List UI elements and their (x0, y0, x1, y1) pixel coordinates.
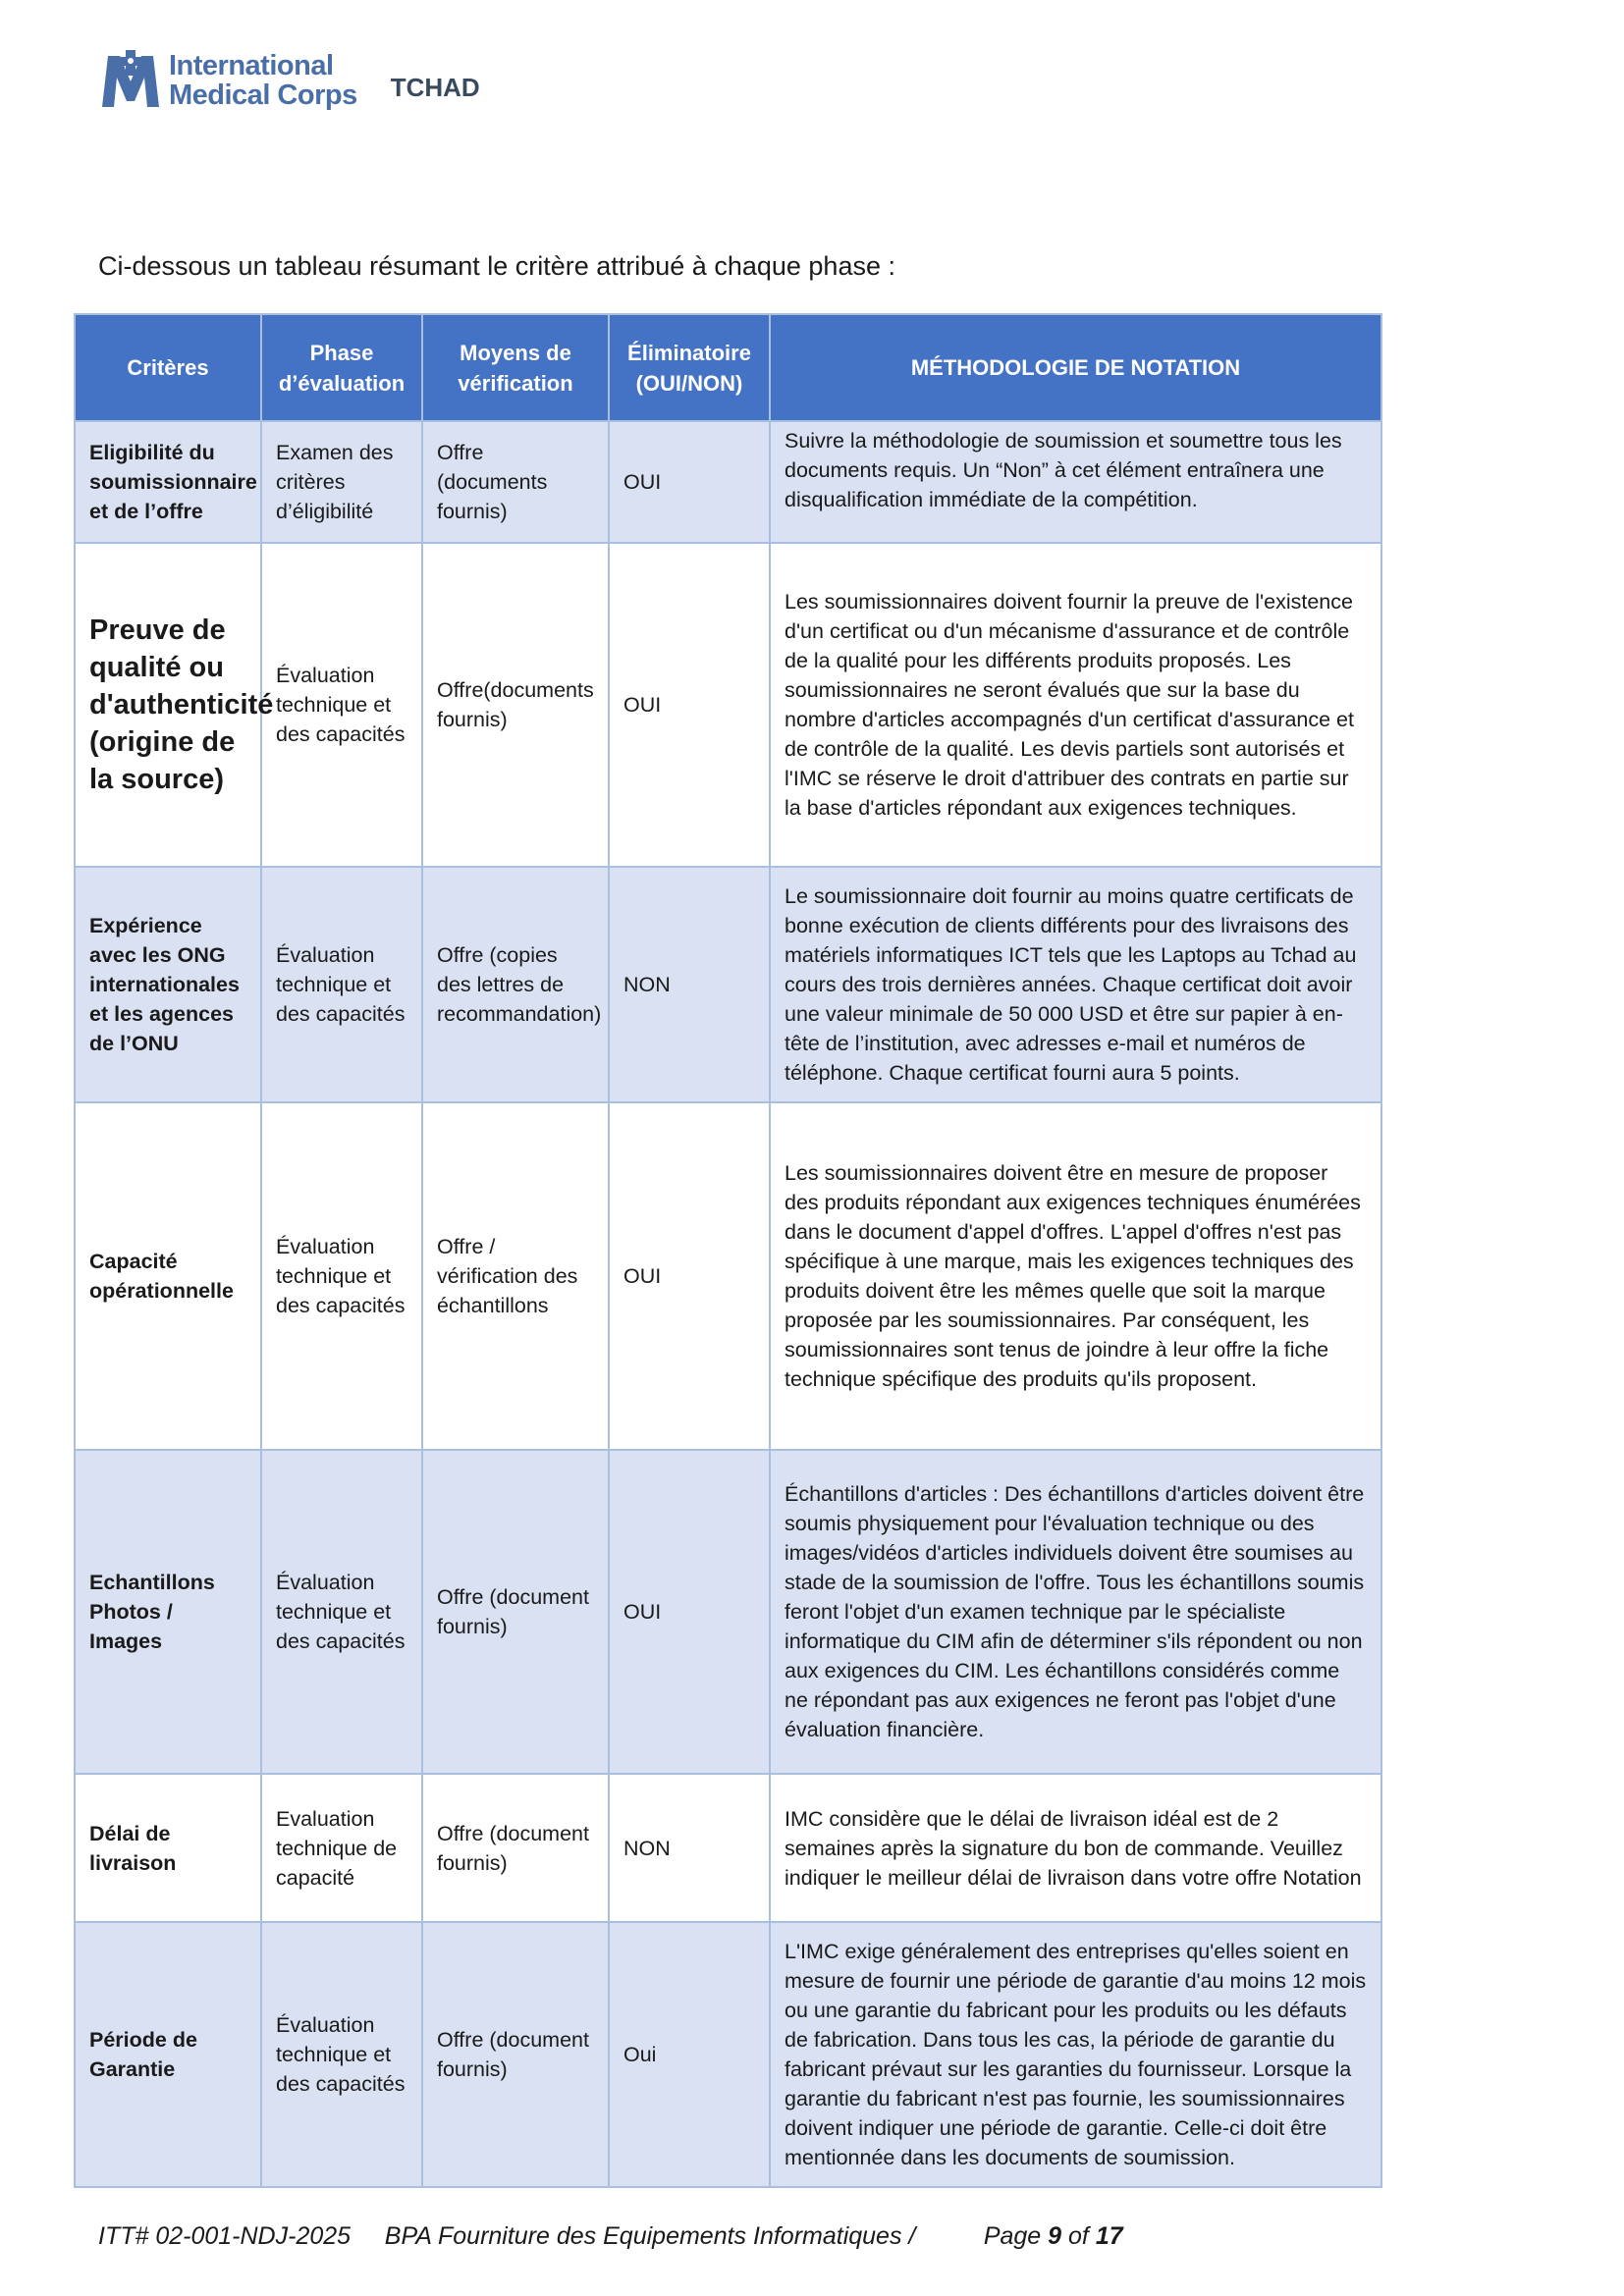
country-label: TCHAD (390, 72, 480, 102)
table-row (75, 1774, 1381, 1922)
cell-phase: Evaluation technique de capacité (261, 1774, 422, 1922)
cell-moyens: Offre (copies des lettres de recommandation) (422, 867, 609, 1102)
header-phase: Phase d’évaluation (261, 314, 422, 421)
page-footer (98, 2222, 1123, 2251)
cell-eliminatoire: OUI (609, 421, 770, 543)
cell-eliminatoire: NON (609, 1774, 770, 1922)
cell-critere: Expérience avec les ONG internationales et les agences de l’ONU (75, 867, 261, 1102)
cell-phase: Évaluation technique et des capacités (261, 1450, 422, 1774)
cell-critere: Capacité opérationnelle (75, 1102, 261, 1450)
document-header (98, 45, 480, 116)
logo-line-1: International (169, 50, 334, 81)
header-criteres: Critères (75, 314, 261, 421)
table-row (75, 1102, 1381, 1450)
logo-line-2: Medical Corps (169, 80, 357, 111)
cell-methodologie: Suivre la méthodologie de soumission et soumettre tous les documents requis. Un “Non” à cet élément entraînera une disqualification immédiate de la compétition. (770, 421, 1381, 543)
footer-reference: ITT# 02-001-NDJ-2025 (98, 2222, 352, 2250)
footer-title: BPA Fourniture des Equipements Informatiques / (384, 2222, 916, 2250)
imc-logo-icon (98, 48, 163, 113)
cell-eliminatoire: NON (609, 867, 770, 1102)
cell-methodologie: Le soumissionnaire doit fournir au moins quatre certificats de bonne exécution de clients différents pour des livraisons des matériels informatiques ICT tels que les Laptops au Tchad au cours des trois dernières années. Chaque certificat doit avoir une valeur minimale de 50 000 USD et être sur papier à en-tête de l’institution, avec adresses e-mail et numéros de téléphone. Chaque certificat fourni aura 5 points. (770, 867, 1381, 1102)
table-row (75, 421, 1381, 543)
cell-phase: Évaluation technique et des capacités (261, 543, 422, 867)
cell-eliminatoire: Oui (609, 1922, 770, 2187)
cell-moyens: Offre / vérification des échantillons (422, 1102, 609, 1450)
cell-methodologie: Les soumissionnaires doivent fournir la preuve de l'existence d'un certificat ou d'un mécanisme d'assurance et de contrôle de la qualité pour les différents produits proposés. Les soumissionnaires ne seront évalués que sur la base du nombre d'articles accompagnés d'un certificat d'assurance et de contrôle de la qualité. Les devis partiels sont autorisés et l'IMC se réserve le droit d'attribuer des contrats en partie sur la base d'articles répondant aux exigences techniques. (770, 543, 1381, 867)
cell-moyens: Offre (documents fournis) (422, 421, 609, 543)
cell-methodologie: L'IMC exige généralement des entreprises qu'elles soient en mesure de fournir une période de garantie d'au moins 12 mois ou une garantie du fabricant pour les produits ou les défauts de fabrication. Dans tous les cas, la période de garantie du fabricant prévaut sur les garanties du fournisseur. Lorsque la garantie du fabricant n'est pas fournie, les soumissionnaires doivent indiquer une période de garantie. Celle-ci doit être mentionnée dans les documents de soumission. (770, 1922, 1381, 2187)
cell-eliminatoire: OUI (609, 1450, 770, 1774)
cell-phase: Examen des critères d’éligibilité (261, 421, 422, 543)
cell-moyens: Offre (document fournis) (422, 1922, 609, 2187)
cell-moyens: Offre (document fournis) (422, 1774, 609, 1922)
cell-methodologie: Échantillons d'articles : Des échantillons d'articles doivent être soumis physiquement pour l'évaluation technique ou des images/vidéos d'articles individuels doivent être soumises au stade de la soumission de l'offre. Tous les échantillons soumis feront l'objet d'un examen technique par le spécialiste informatique du CIM afin de déterminer s'ils répondent ou non aux exigences du CIM. Les échantillons considérés comme ne répondant pas aux exigences ne feront pas l'objet d'une évaluation financière. (770, 1450, 1381, 1774)
table-row (75, 1450, 1381, 1774)
table-header-row (75, 314, 1381, 421)
header-methodologie: MÉTHODOLOGIE DE NOTATION (770, 314, 1381, 421)
cell-critere: Période de Garantie (75, 1922, 261, 2187)
cell-moyens: Offre (document fournis) (422, 1450, 609, 1774)
table-row (75, 867, 1381, 1102)
cell-critere: Preuve de qualité ou d'authenticité (origine de la source) (75, 543, 261, 867)
cell-phase: Évaluation technique et des capacités (261, 1102, 422, 1450)
header-moyens: Moyens de vérification (422, 314, 609, 421)
cell-critere: Echantillons Photos / Images (75, 1450, 261, 1774)
header-eliminatoire: Éliminatoire (OUI/NON) (609, 314, 770, 421)
intro-text: Ci-dessous un tableau résumant le critère attribué à chaque phase : (98, 251, 895, 281)
cell-eliminatoire: OUI (609, 1102, 770, 1450)
footer-page-word: Page (983, 2222, 1042, 2250)
cell-phase: Évaluation technique et des capacités (261, 1922, 422, 2187)
table-row (75, 543, 1381, 867)
cell-moyens: Offre(documents fournis) (422, 543, 609, 867)
criteria-table (74, 313, 1382, 2188)
cell-methodologie: IMC considère que le délai de livraison idéal est de 2 semaines après la signature du bon de commande. Veuillez indiquer le meilleur délai de livraison dans votre offre Notation (770, 1774, 1381, 1922)
footer-page-number: 9 (1048, 2222, 1062, 2250)
footer-page-total: 17 (1095, 2222, 1123, 2250)
cell-phase: Évaluation technique et des capacités (261, 867, 422, 1102)
footer-of-word: of (1068, 2222, 1089, 2250)
cell-critere: Délai de livraison (75, 1774, 261, 1922)
cell-critere: Eligibilité du soumissionnaire et de l’offre (75, 421, 261, 543)
table-row (75, 1922, 1381, 2187)
logo-wordmark (169, 51, 357, 110)
cell-eliminatoire: OUI (609, 543, 770, 867)
cell-methodologie: Les soumissionnaires doivent être en mesure de proposer des produits répondant aux exigences techniques énumérées dans le document d'appel d'offres. L'appel d'offres n'est pas spécifique à une marque, mais les exigences techniques des produits doivent être les mêmes quelle que soit la marque proposée par les soumissionnaires. Par conséquent, les soumissionnaires sont tenus de joindre à leur offre la fiche technique spécifique des produits qu'ils proposent. (770, 1102, 1381, 1450)
